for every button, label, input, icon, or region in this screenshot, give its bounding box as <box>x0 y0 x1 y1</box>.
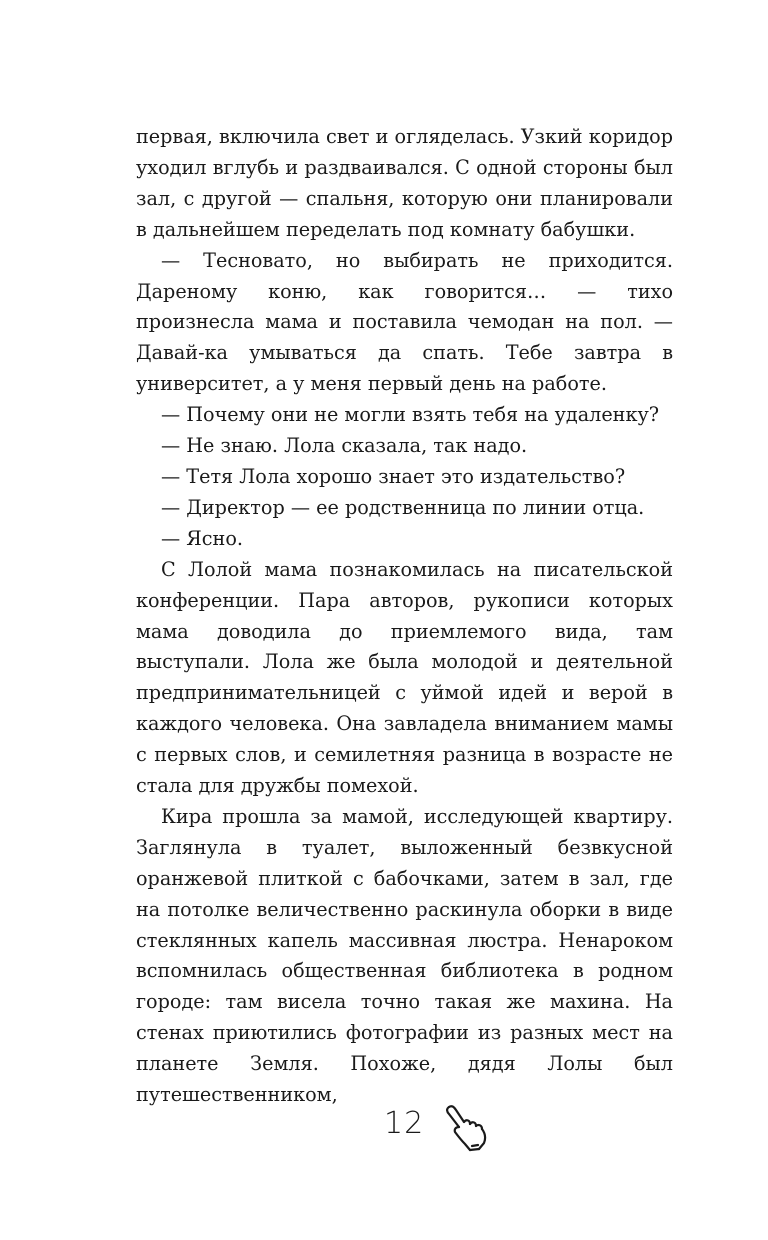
paragraph-2: — Тесновато, но выбирать не приходится. Дареному коню, как говорится… — тихо произнесла мама и поставила чемодан на пол. — Давай-ка умываться да спать. Тебе завтра в университет, а у меня первый день на работе. <box>136 248 673 396</box>
body-text <box>136 122 673 1111</box>
paragraph-4: Кира прошла за мамой, исследующей квартиру. Заглянула в туалет, выложенный безвкусной оранжевой плиткой с бабочками, затем в зал, где на потолке величественно раскинула оборки в виде стеклянных капель массивная люстра. Ненароком вспомнилась общественная библиотека в родном городе: там висела точно такая же махина. На стенах приютились фотографии из разных мест на планете Земля. Похоже, дядя Лолы был путешественником, <box>136 804 673 1107</box>
paragraph-1: первая, включила свет и огляделась. Узкий коридор уходил вглубь и раздваивался. С одной стороны был зал, с другой — спальня, которую они планировали в дальнейшем переделать под комнату бабушки. <box>136 125 673 241</box>
dialogue-line-5: — Ясно. <box>161 526 243 550</box>
page-number: 12 <box>384 1106 425 1141</box>
dialogue-line-3: — Тетя Лола хорошо знает это издательство? <box>161 464 626 488</box>
paragraph-3: С Лолой мама познакомилась на писательской конференции. Пара авторов, рукописи которых мама доводила до приемлемого вида, там выступали. Лола же была молодой и деятельной предпринимательницей с уймой идей и верой в каждого человека. Она завладела вниманием мамы с первых слов, и семилетняя разница в возрасте не стала для дружбы помехой. <box>136 557 673 798</box>
page-footer <box>0 1100 768 1160</box>
pointing-hand-icon <box>443 1103 493 1153</box>
dialogue-line-4: — Директор — ее родственница по линии отца. <box>161 495 645 519</box>
dialogue-line-1: — Почему они не могли взять тебя на удаленку? <box>161 403 660 427</box>
dialogue-line-2: — Не знаю. Лола сказала, так надо. <box>161 434 528 458</box>
